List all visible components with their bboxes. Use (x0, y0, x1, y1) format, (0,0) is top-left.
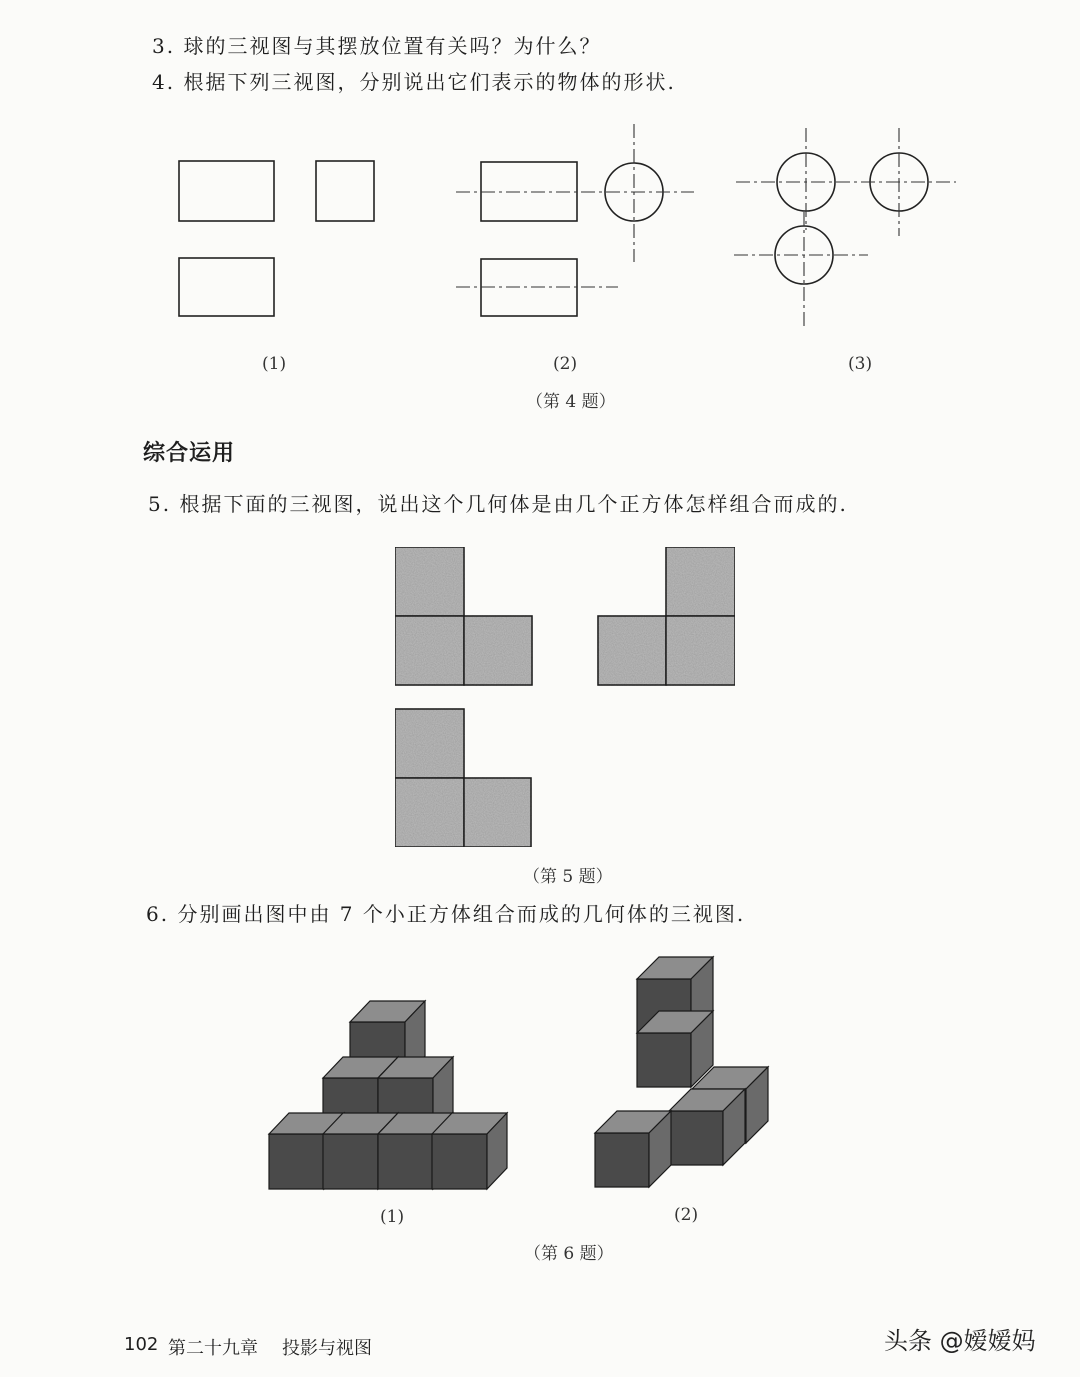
section-title: 综合运用 (143, 441, 236, 466)
cube (595, 1111, 671, 1187)
fig6-structure-2 (595, 957, 768, 1187)
fig6-caption: （第 6 题） (524, 1244, 614, 1264)
cube (669, 1089, 745, 1165)
fig6-label-2: (2) (674, 1205, 699, 1225)
chapter-number: 第二十九章 (168, 1338, 258, 1359)
cube (637, 1011, 713, 1087)
fig4-label-1: (1) (262, 354, 287, 374)
fig4-caption: （第 4 题） (526, 392, 616, 412)
chapter-title: 投影与视图 (282, 1338, 372, 1359)
fig4-label-2: (2) (553, 354, 578, 374)
page-number: 102 (124, 1334, 159, 1355)
watermark: 头条 @嫒嫒妈 (884, 1327, 1036, 1355)
question-6: 6. 分别画出图中由 7 个小正方体组合而成的几何体的三视图. (146, 902, 746, 926)
question-3: 3. 球的三视图与其摆放位置有关吗？为什么？ (152, 34, 602, 58)
fig4-label-3: (3) (848, 354, 873, 374)
cube (432, 1113, 507, 1189)
question-4: 4. 根据下列三视图，分别说出它们表示的物体的形状. (152, 70, 676, 94)
fig5-caption: （第 5 题） (523, 867, 613, 887)
question-5: 5. 根据下面的三视图，说出这个几何体是由几个正方体怎样组合而成的. (148, 492, 848, 516)
fig6-structure-1 (269, 1001, 507, 1189)
fig6-label-1: (1) (380, 1207, 405, 1227)
